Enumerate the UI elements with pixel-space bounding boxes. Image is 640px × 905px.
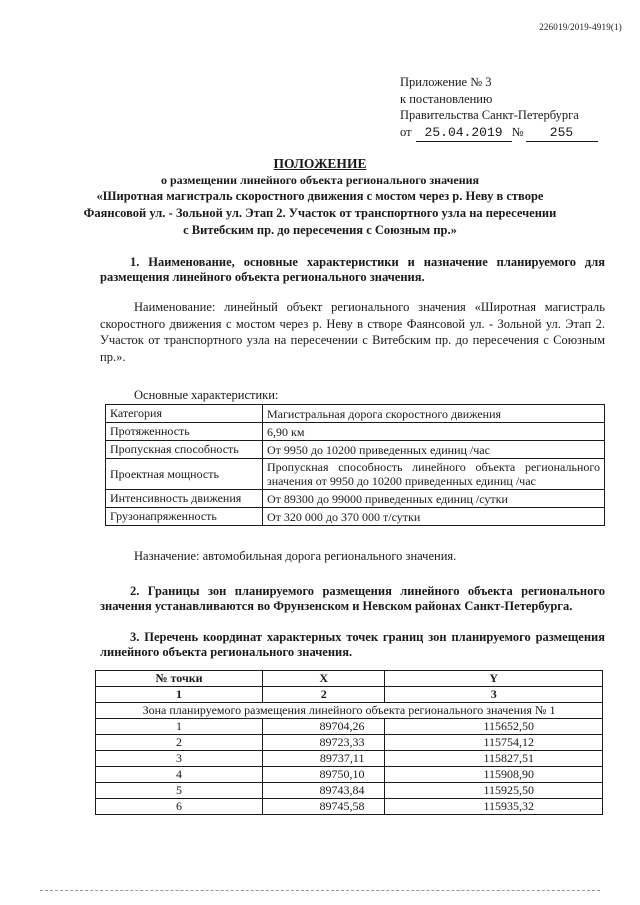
characteristic-value: От 89300 до 99000 приведенных единиц /сутки xyxy=(263,490,605,508)
characteristics-label: Основные характеристики: xyxy=(134,388,279,402)
appendix-line-2: к постановлению xyxy=(400,91,493,106)
index-col-2: 2 xyxy=(263,687,385,703)
point-number: 6 xyxy=(96,799,263,815)
coordinates-header-row xyxy=(96,671,603,687)
characteristic-name: Протяженность xyxy=(106,423,263,441)
object-name-line-3: с Витебским пр. до пересечения с Союзным пр.» xyxy=(183,223,457,237)
coordinate-y: 115908,90 xyxy=(385,767,603,783)
section-3-heading-text: 3. Перечень координат характерных точек границ зон планируемого размещения линейного объекта регионального значения. xyxy=(100,630,605,659)
purpose-text: Назначение: автомобильная дорога регионального значения. xyxy=(134,549,457,563)
coordinates-index-row xyxy=(96,687,603,703)
point-number: 4 xyxy=(96,767,263,783)
index-col-3: 3 xyxy=(385,687,603,703)
coordinate-y: 115652,50 xyxy=(385,719,603,735)
characteristic-name: Категория xyxy=(106,405,263,423)
characteristic-value: Магистральная дорога скоростного движения xyxy=(263,405,605,423)
document-subtitle: о размещении линейного объекта регионального значения xyxy=(160,173,480,187)
characteristic-row xyxy=(106,405,605,423)
coordinate-x: 89737,11 xyxy=(263,751,385,767)
coordinate-y: 115935,32 xyxy=(385,799,603,815)
characteristic-name: Проектная мощность xyxy=(106,459,263,490)
document-title: ПОЛОЖЕНИЕ xyxy=(273,156,367,171)
characteristics-table xyxy=(105,404,605,526)
coordinates-table xyxy=(95,670,603,815)
characteristic-row xyxy=(106,459,605,490)
section-1-heading-text: 1. Наименование, основные характеристики и назначение планируемого для размещения линейного объекта регионального значения. xyxy=(100,255,605,284)
header-point-number: № точки xyxy=(96,671,263,687)
characteristic-name: Интенсивность движения xyxy=(106,490,263,508)
number-label: № xyxy=(511,124,524,139)
characteristic-value: 6,90 км xyxy=(263,423,605,441)
coordinate-x: 89745,58 xyxy=(263,799,385,815)
appendix-line-3: Правительства Санкт-Петербурга xyxy=(400,108,579,122)
coordinate-row xyxy=(96,767,603,783)
coordinate-x: 89704,26 xyxy=(263,719,385,735)
characteristic-name: Грузонапряженность xyxy=(106,508,263,526)
coordinate-row xyxy=(96,751,603,767)
characteristic-value: От 320 000 до 370 000 т/сутки xyxy=(263,508,605,526)
section-2-heading-text: 2. Границы зон планируемого размещения линейного объекта регионального значения устанавливаются во Фрунзенском и Невском районах Санкт-Петербурга. xyxy=(100,584,605,613)
header-y: Y xyxy=(385,671,603,687)
page-bottom-rule xyxy=(40,890,600,891)
coordinate-row xyxy=(96,719,603,735)
point-number: 2 xyxy=(96,735,263,751)
characteristic-row xyxy=(106,441,605,459)
appendix-line-1: Приложение № 3 xyxy=(400,75,492,89)
point-number: 1 xyxy=(96,719,263,735)
section-2-heading xyxy=(100,584,605,614)
coordinate-y: 115754,12 xyxy=(385,735,603,751)
point-number: 5 xyxy=(96,783,263,799)
characteristic-row xyxy=(106,508,605,526)
coordinate-y: 115827,51 xyxy=(385,751,603,767)
section-3-heading xyxy=(100,630,605,660)
point-number: 3 xyxy=(96,751,263,767)
coordinate-x: 89750,10 xyxy=(263,767,385,783)
object-name-text: Наименование: линейный объект регионального значения «Широтная магистраль скоростного движения с мостом через р. Неву в створе Фаянсовой ул. - Зольной ул. Этап 2. Участок от транспортного узла на пересечении с Витебским пр. до пересечения с Союзным пр.». xyxy=(100,300,605,364)
zone-label: Зона планируемого размещения линейного объекта регионального значения № 1 xyxy=(96,703,603,719)
ot-label: от xyxy=(400,124,412,139)
appendix-block xyxy=(400,74,598,142)
decree-date: 25.04.2019 xyxy=(416,125,512,143)
characteristic-row xyxy=(106,490,605,508)
characteristic-value: От 9950 до 10200 приведенных единиц /час xyxy=(263,441,605,459)
coordinate-row xyxy=(96,735,603,751)
coordinate-x: 89723,33 xyxy=(263,735,385,751)
characteristic-row xyxy=(106,423,605,441)
object-name-line-1: «Широтная магистраль скоростного движения с мостом через р. Неву в створе xyxy=(96,189,544,203)
index-col-1: 1 xyxy=(96,687,263,703)
purpose-paragraph xyxy=(100,548,605,565)
object-name-line-2: Фаянсовой ул. - Зольной ул. Этап 2. Участок от транспортного узла на пересечении xyxy=(83,206,557,220)
zone-row xyxy=(96,703,603,719)
decree-number: 255 xyxy=(526,125,598,143)
decree-date-line xyxy=(400,124,598,143)
coordinate-x: 89743,84 xyxy=(263,783,385,799)
coordinate-y: 115925,50 xyxy=(385,783,603,799)
header-x: X xyxy=(263,671,385,687)
object-name-paragraph xyxy=(100,299,605,365)
section-1-heading xyxy=(100,255,605,285)
coordinate-row xyxy=(96,783,603,799)
coordinate-row xyxy=(96,799,603,815)
document-number: 226019/2019-4919(1) xyxy=(539,22,622,32)
characteristic-name: Пропускная способность xyxy=(106,441,263,459)
characteristic-value: Пропускная способность линейного объекта регионального значения от 9950 до 10200 приведенных единиц /час xyxy=(263,459,605,490)
